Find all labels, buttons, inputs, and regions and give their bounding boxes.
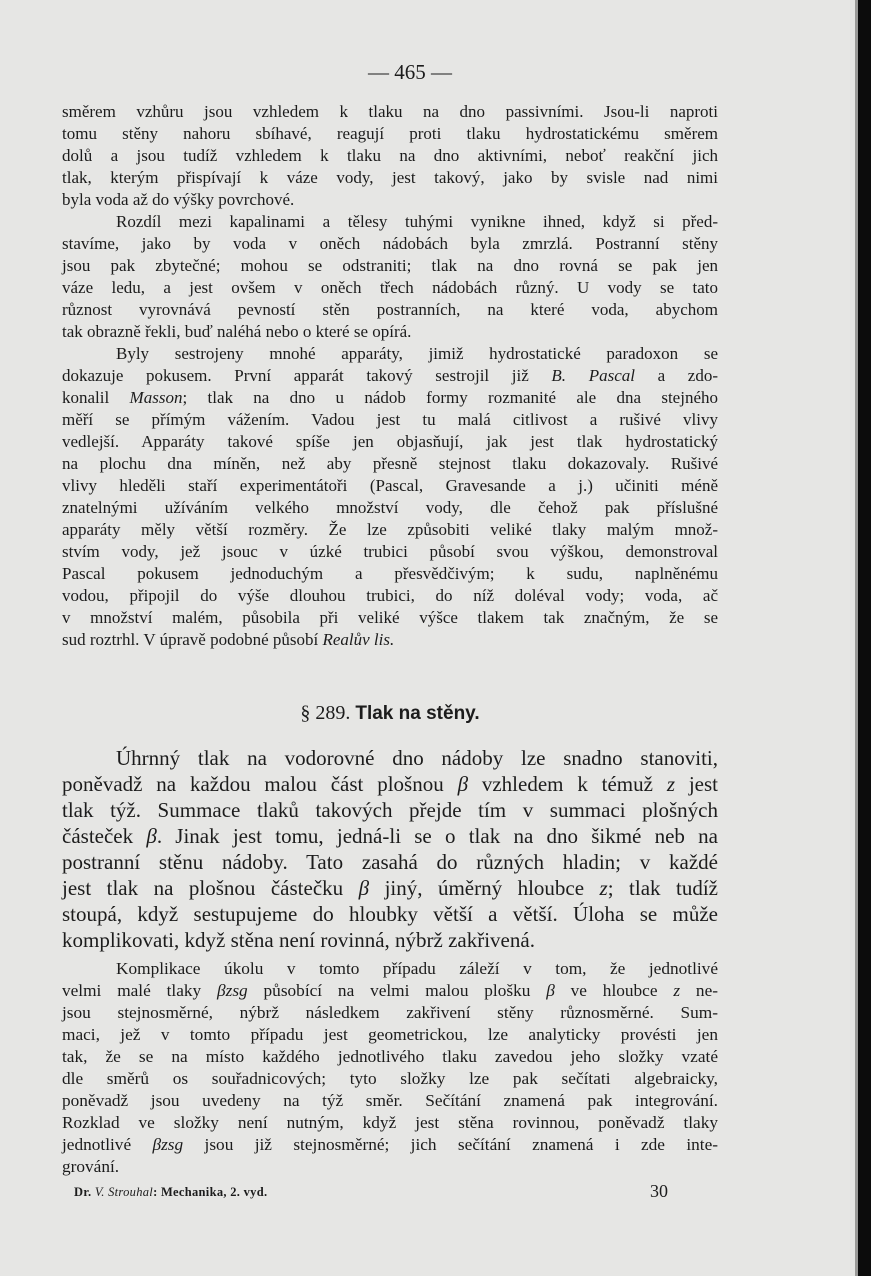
text-line: poněvadž jsou uvedeny na týž směr. Sečítání znamená pak integrování. [62,1091,718,1110]
text-line: jsou stejnosměrné, nýbrž následkem zakřivení stěny různosměrné. Sum- [62,1003,718,1022]
text-line: komplikovati, když stěna není rovinná, nýbrž zakřivená. [62,928,535,952]
section-heading [62,702,718,725]
italic-text: β [546,981,555,1000]
italic-text: βzsg [152,1135,184,1154]
text-segment: a zdo- [634,366,718,385]
scan-border [858,0,871,1276]
text-segment: částeček [62,824,147,848]
text-line: vedlejší. Apparáty takové spíše jen objasňují, jak jest tlak hydrostatický [62,432,718,451]
text-line: tak obrazně řekli, buď naléhá nebo o které se opírá. [62,322,412,341]
text-line: stvím vody, jež jsouc v úzké trubici působí svou výškou, demonstroval [62,542,718,561]
text-line: apparáty měly větší rozměry. Že lze způsobiti veliké tlaky malým množ- [62,520,718,539]
footer-author: V. Strouhal [94,1185,154,1199]
text-line: Byly sestrojeny mnohé apparáty, jimiž hydrostatické paradoxon se [116,344,718,363]
text-segment: . Jinak jest tomu, jedná-li se o tlak na dno šikmé neb na [156,824,718,848]
text-line: stavíme, jako by voda v oněch nádobách byla zmrzlá. Postranní stěny [62,234,718,253]
text-line: vlivy hleděli staří experimentátoři (Pascal, Gravesande a j.) učiniti méně [62,476,718,495]
text-line: maci, jež v tomto případu jest geometrickou, lze analyticky provésti jen [62,1025,718,1044]
text-segment: ; tlak na dno u nádob formy rozmanité ale dna stejného [182,388,718,407]
text-section-1 [62,101,718,651]
text-line [62,823,718,849]
text-segment: sud roztrhl. V úpravě podobné působí [62,630,323,649]
section-number: § 289. [300,702,351,724]
text-line [62,1134,718,1156]
text-segment: jest [675,772,718,796]
italic-text: βzsg [217,981,248,1000]
text-segment: dokazuje pokusem. První apparát takový sestrojil již [62,366,552,385]
italic-text: β [358,876,370,900]
text-line: tomu stěny nahoru sbíhavé, reagují proti tlaku hydrostatickému směrem [62,124,718,143]
italic-text: Masson [129,388,183,407]
text-line [62,629,718,651]
text-section-3 [62,958,718,1178]
text-line: váze ledu, a jest ovšem v oněch třech nádobách různý. U vody se tato [62,278,718,297]
text-line [62,875,718,901]
text-line: postranní stěnu nádoby. Tato zasahá do různých hladin; v každé [62,850,718,874]
text-line: Rozklad ve složky není nutným, když jest stěna rovinnou, poněvadž tlaky [62,1113,718,1132]
text-line [62,980,718,1002]
footer-citation [74,1185,267,1200]
text-segment: konalil [62,388,130,407]
text-line: v množství malém, působila při veliké výšce tlakem tak značným, že se [62,608,718,627]
text-segment: působící na velmi malou plošku [247,981,547,1000]
italic-text: β [146,824,157,848]
text-line: jsou pak zbytečné; mohou se odstraniti; tlak na dno rovná se pak jen [62,256,718,275]
section-title: Tlak na stěny. [355,703,480,724]
text-segment: jiný, úměrný hloubce [369,876,600,900]
text-segment: velmi malé tlaky [62,981,217,1000]
text-line: grování. [62,1157,120,1176]
text-line: na plochu dna míněn, než aby přesně stejnost tlaku dokazovaly. Rušivé [62,454,718,473]
text-segment: vzhledem k témuž [468,772,667,796]
text-line: dolů a jsou tudíž vzhledem k tlaku na dno aktivními, neboť reakční jich [62,146,718,165]
italic-text: z [666,772,675,796]
signature-mark: 30 [650,1181,668,1201]
text-line: směrem vzhůru jsou vzhledem k tlaku na dno passivními. Jsou-li naproti [62,102,718,121]
footer-title: : Mechanika, 2. vyd. [153,1185,268,1199]
text-line: tlak, kterým přispívají k váze vody, jest takový, jako by svisle nad nimi [62,168,718,187]
text-section-2 [62,745,718,953]
text-line: tak, že se na místo každého jednotlivého tlaku zavedou jeho složky vzaté [62,1047,718,1066]
italic-text: β [457,772,469,796]
footer-author-prefix: Dr. [74,1185,95,1199]
text-line: vodou, připojil do výše dlouhou trubici, do níž doléval vody; voda, ač [62,586,718,605]
text-line [62,365,718,387]
text-segment: jednotlivé [62,1135,153,1154]
text-line: Rozdíl mezi kapalinami a tělesy tuhými vynikne ihned, když si před- [116,212,718,231]
text-segment: jsou již stejnosměrné; jich sečítání znamená i zde inte- [183,1135,718,1154]
text-segment: poněvadž na každou malou část plošnou [62,772,458,796]
text-segment: ne- [680,981,718,1000]
text-line [62,771,718,797]
text-segment: ve hloubce [554,981,674,1000]
text-line: znatelnými užíváním velkého množství vody, dle čehož pak příslušné [62,498,718,517]
italic-text: B. Pascal [551,366,635,385]
italic-text: Realův lis. [322,630,395,649]
italic-text: z [599,876,608,900]
text-line: Úhrnný tlak na vodorovné dno nádoby lze snadno stanoviti, [116,746,718,770]
italic-text: z [673,981,681,1000]
text-line [62,387,718,409]
text-line: Komplikace úkolu v tomto případu záleží v tom, že jednotlivé [116,959,718,978]
text-line: měří se přímým vážením. Vadou jest tu malá citlivost a rušivé vlivy [62,410,718,429]
text-line: různost vyrovnává pevností stěn postranních, na které voda, abychom [62,300,718,319]
text-line: Pascal pokusem jednoduchým a přesvědčivým; k sudu, naplněnému [62,564,718,583]
text-segment: jest tlak na plošnou částečku [62,876,359,900]
page-number: — 465 — [368,60,452,84]
text-line: stoupá, když sestupujeme do hloubky větší a větší. Úloha se může [62,902,718,926]
text-segment: ; tlak tudíž [607,876,718,900]
text-line: byla voda až do výšky povrchové. [62,190,295,209]
text-line: dle směrů os souřadnicových; tyto složky lze pak sečítati algebraicky, [62,1069,718,1088]
text-line: tlak týž. Summace tlaků takových přejde tím v summaci plošných [62,798,718,822]
